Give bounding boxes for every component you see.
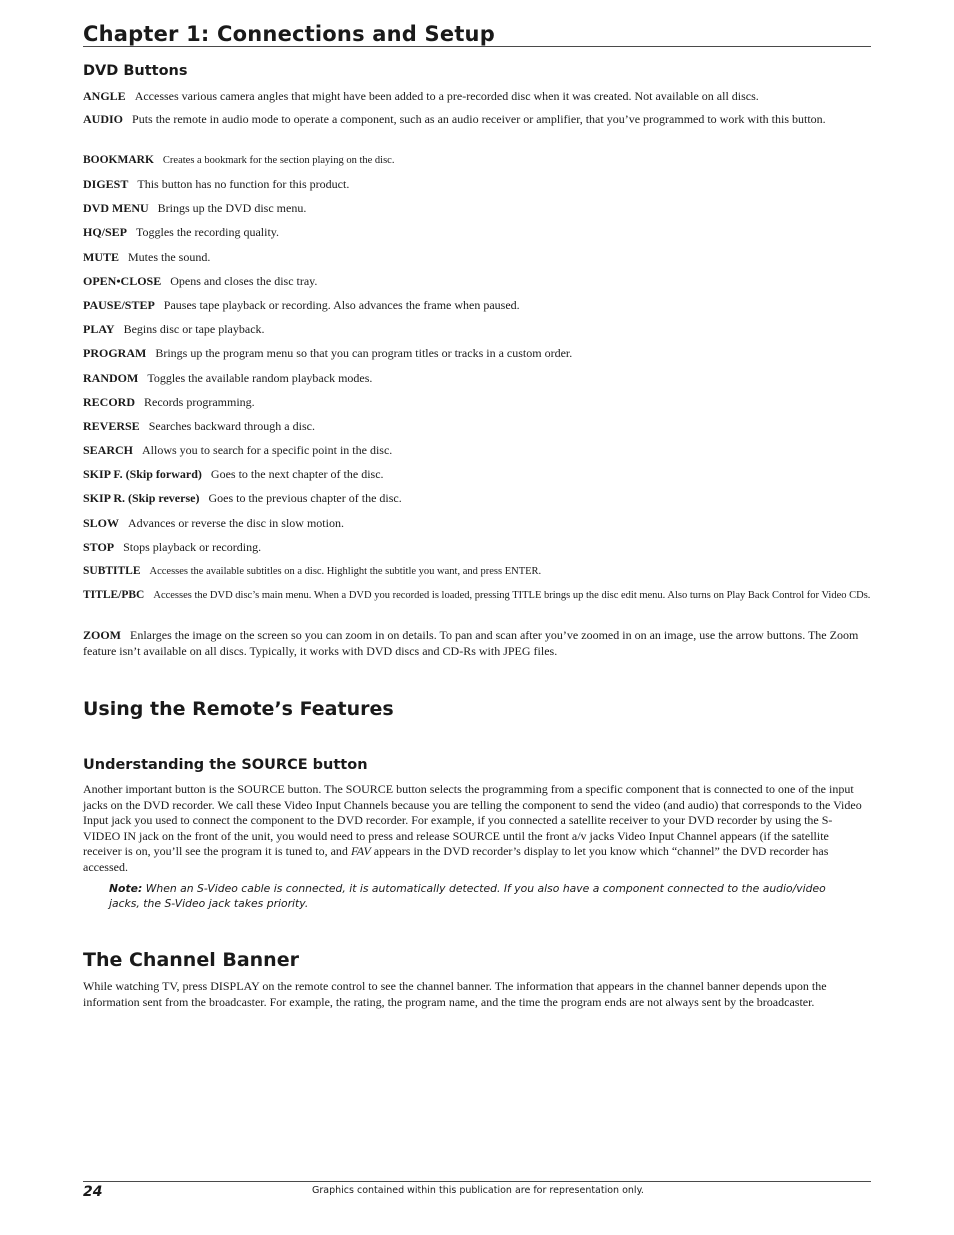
- entry-term: STOP: [83, 540, 115, 554]
- footer-divider: [83, 1181, 871, 1182]
- button-entry-reverse: [83, 418, 871, 434]
- s-video-note: [109, 882, 849, 911]
- note-label: Note:: [109, 882, 143, 895]
- button-entry-open-close: [83, 273, 871, 289]
- entry-desc: Toggles the recording quality.: [136, 225, 280, 239]
- button-entry-skip-reverse: [83, 490, 871, 506]
- entry-desc: Searches backward through a disc.: [148, 419, 315, 433]
- entry-desc: Goes to the next chapter of the disc.: [210, 467, 384, 481]
- entry-term: DVD MENU: [83, 201, 149, 215]
- entry-desc: Toggles the available random playback modes.: [147, 371, 373, 385]
- entry-term: DIGEST: [83, 177, 129, 191]
- channel-banner-paragraph: While watching TV, press DISPLAY on the remote control to see the channel banner. The information that appears in the channel banner depends upon the information sent from the broadcaster. For example, the rating, the program name, and the time the program ends are not always sent by the broadcaster.: [83, 979, 827, 1009]
- entry-term: PAUSE/STEP: [83, 298, 155, 312]
- entry-term: SUBTITLE: [83, 565, 141, 577]
- entry-term: OPEN•CLOSE: [83, 274, 162, 288]
- entry-term: SLOW: [83, 516, 120, 530]
- button-entry-mute: [83, 249, 871, 265]
- button-entry-play: [83, 321, 871, 337]
- button-entry-program: [83, 345, 871, 361]
- entry-desc: Records programming.: [144, 395, 255, 409]
- entry-desc: Allows you to search for a specific point in the disc.: [142, 443, 393, 457]
- entry-desc: Creates a bookmark for the section playing on the disc.: [162, 155, 395, 166]
- button-entry-hq-sep: [83, 224, 871, 240]
- entry-desc: Accesses the DVD disc’s main menu. When a DVD you recorded is loaded, pressing TITLE brings up the disc edit menu. Also turns on Play Back Control for Video CDs.: [153, 590, 871, 601]
- entry-desc: Puts the remote in audio mode to operate a component, such as an audio receiver or amplifier, that you’ve programmed to work with this button.: [132, 112, 826, 126]
- entry-desc: This button has no function for this product.: [137, 177, 350, 191]
- entry-term: SEARCH: [83, 443, 134, 457]
- entry-term: ANGLE: [83, 89, 126, 103]
- entry-term: AUDIO: [83, 112, 124, 126]
- button-entry-pause-step: [83, 297, 871, 313]
- entry-desc: Stops playback or recording.: [123, 540, 262, 554]
- entry-desc: Opens and closes the disc tray.: [170, 274, 318, 288]
- entry-term: MUTE: [83, 250, 119, 264]
- entry-desc: Enlarges the image on the screen so you can zoom in on details. To pan and scan after you’ve zoomed in on an image, use the arrow buttons. The Zoom feature isn’t available on all discs. Typically, it works with DVD discs and CD-Rs with JPEG files.: [83, 628, 859, 658]
- entry-desc: Brings up the DVD disc menu.: [157, 201, 307, 215]
- source-text-part1: Another important button is the SOURCE button. The SOURCE button selects the programming from a specific component that is connected to one of the input jacks on the DVD recorder. We call these Video Input Channels because you are telling the component to send the video (and audio) that corresponds to the Video Input jack you used to connect the component to the DVD recorder. For example, if you connected a satellite receiver to your DVD recorder by using the S-VIDEO IN jack on the front of the unit, you would need to press and release SOURCE until the front a/v jacks Video Input Channel appears (if the satellite receiver is on, you’ll see the program it is tuned to, and: [83, 782, 862, 859]
- fav-indicator-text: FAV: [350, 844, 371, 859]
- chapter-title: Chapter 1: Connections and Setup: [83, 22, 495, 46]
- entry-term: SKIP R. (Skip reverse): [83, 491, 200, 505]
- note-text: When an S-Video cable is connected, it is automatically detected. If you also have a component connected to the audio/video jacks, the S-Video jack takes priority.: [109, 882, 826, 910]
- source-button-paragraph: [83, 782, 863, 876]
- entry-term: REVERSE: [83, 419, 140, 433]
- button-entry-angle: [83, 88, 871, 104]
- button-entry-random: [83, 370, 871, 386]
- button-entry-search: [83, 442, 871, 458]
- button-entry-skip-forward: [83, 466, 871, 482]
- channel-banner-heading: The Channel Banner: [83, 949, 299, 971]
- button-entry-record: [83, 394, 871, 410]
- button-entry-bookmark: [83, 152, 871, 169]
- page-number: 24: [83, 1184, 103, 1200]
- button-entry-subtitle: [83, 563, 871, 580]
- entry-desc: Brings up the program menu so that you can program titles or tracks in a custom order.: [155, 346, 573, 360]
- entry-term: RECORD: [83, 395, 136, 409]
- source-button-heading: Understanding the SOURCE button: [83, 757, 368, 773]
- remote-features-heading: Using the Remote’s Features: [83, 698, 394, 720]
- entry-desc: Accesses various camera angles that might have been added to a pre-recorded disc when it was created. Not available on all discs.: [134, 89, 759, 103]
- entry-term: PROGRAM: [83, 346, 147, 360]
- entry-desc: Pauses tape playback or recording. Also advances the frame when paused.: [163, 298, 520, 312]
- dvd-buttons-heading: DVD Buttons: [83, 63, 188, 79]
- entry-desc: Advances or reverse the disc in slow motion.: [128, 516, 344, 530]
- source-text-part2: appears in the DVD recorder’s display to let you know which “channel” the DVD recorder has accessed.: [83, 844, 829, 874]
- entry-term: HQ/SEP: [83, 225, 128, 239]
- entry-term: BOOKMARK: [83, 154, 154, 166]
- button-entry-zoom: [83, 627, 871, 659]
- button-entry-stop: [83, 539, 871, 555]
- button-entry-audio: [83, 111, 871, 127]
- button-entry-dvd-menu: [83, 200, 871, 216]
- entry-term: PLAY: [83, 322, 115, 336]
- button-entry-title-pbc: [83, 587, 871, 604]
- entry-term: TITLE/PBC: [83, 589, 145, 601]
- entry-desc: Goes to the previous chapter of the disc.: [208, 491, 402, 505]
- button-entry-digest: [83, 176, 871, 192]
- footer-disclaimer: Graphics contained within this publication are for representation only.: [312, 1185, 644, 1196]
- entry-term: RANDOM: [83, 371, 139, 385]
- entry-term: SKIP F. (Skip forward): [83, 467, 202, 481]
- chapter-divider: [83, 46, 871, 47]
- entry-desc: Accesses the available subtitles on a disc. Highlight the subtitle you want, and press ENTER.: [149, 566, 542, 577]
- button-entry-slow: [83, 515, 871, 531]
- entry-term: ZOOM: [83, 628, 121, 642]
- entry-desc: Begins disc or tape playback.: [123, 322, 265, 336]
- entry-desc: Mutes the sound.: [128, 250, 211, 264]
